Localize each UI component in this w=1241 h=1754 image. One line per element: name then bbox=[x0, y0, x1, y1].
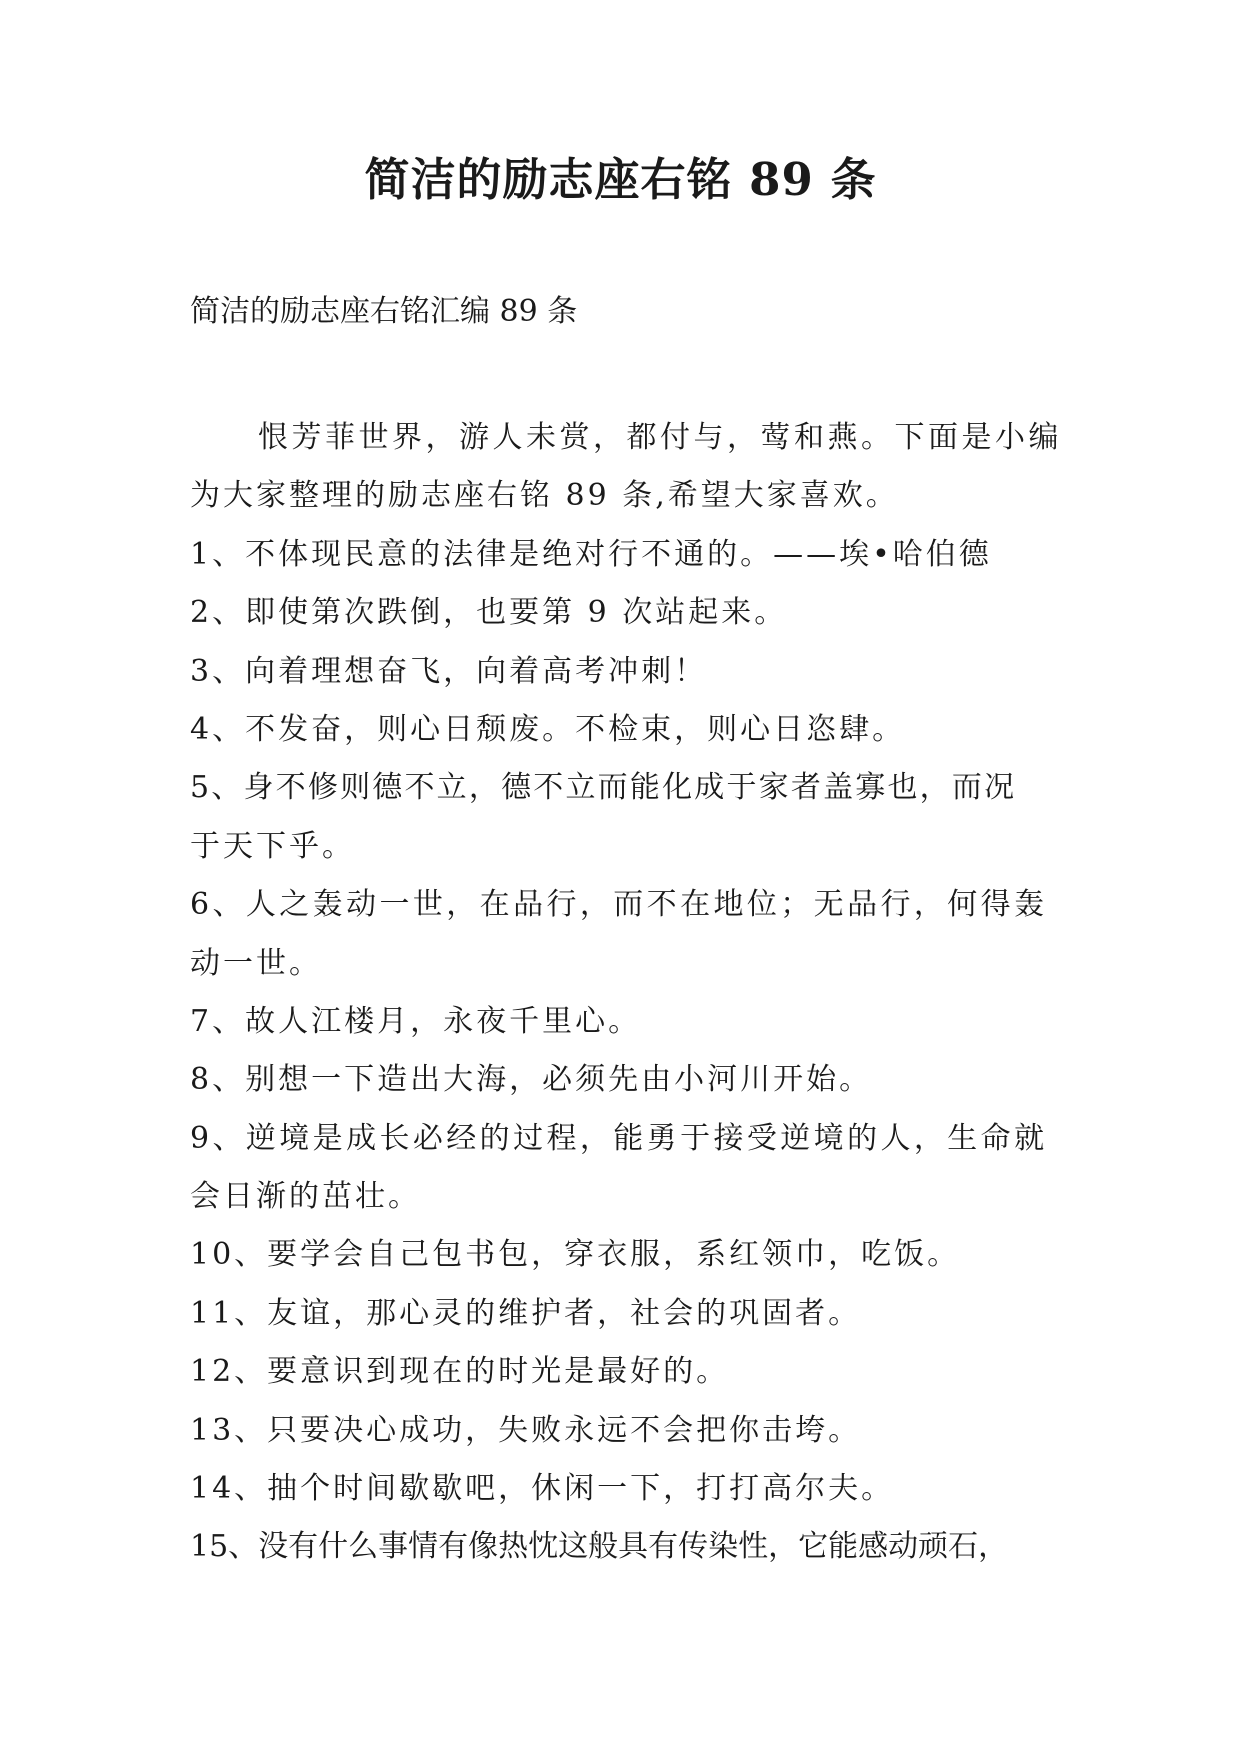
text-line: 1、不体现民意的法律是绝对行不通的。——埃•哈伯德 bbox=[190, 536, 992, 572]
text-line: 为大家整理的励志座右铭 89 条,希望大家喜欢。 bbox=[190, 478, 899, 514]
text-line: 5、身不修则德不立，德不立而能化成于家者盖寡也，而况 bbox=[190, 770, 1017, 806]
text-line: 11、友谊，那心灵的维护者，社会的巩固者。 bbox=[190, 1295, 862, 1331]
text-line: 7、故人江楼月，永夜千里心。 bbox=[190, 1003, 642, 1039]
text-line: 6、人之轰动一世，在品行，而不在地位；无品行，何得轰 bbox=[190, 887, 1048, 923]
text-line: 10、要学会自己包书包，穿衣服，系红领巾，吃饭。 bbox=[190, 1237, 961, 1273]
text-line: 2、即使第次跌倒，也要第 9 次站起来。 bbox=[190, 595, 788, 631]
text-line: 12、要意识到现在的时光是最好的。 bbox=[190, 1354, 730, 1390]
text-line: 14、抽个时间歇歇吧，休闲一下，打打高尔夫。 bbox=[190, 1471, 895, 1507]
text-line: 3、向着理想奋飞，向着高考冲刺！ bbox=[190, 653, 708, 689]
text-line: 4、不发奋，则心日颓废。不检束，则心日恣肆。 bbox=[190, 711, 906, 747]
text-line: 动一世。 bbox=[190, 945, 322, 981]
text-line: 13、只要决心成功，失败永远不会把你击垮。 bbox=[190, 1412, 862, 1448]
text-line: 8、别想一下造出大海，必须先由小河川开始。 bbox=[190, 1062, 873, 1098]
text-line: 会日渐的茁壮。 bbox=[190, 1179, 421, 1215]
text-line: 9、逆境是成长必经的过程，能勇于接受逆境的人，生命就 bbox=[190, 1120, 1048, 1156]
text-line: 恨芳菲世界，游人未赏，都付与，莺和燕。下面是小编 bbox=[258, 420, 1062, 455]
document-body bbox=[190, 409, 1062, 1577]
document-subtitle: 简洁的励志座右铭汇编 89 条 bbox=[190, 294, 578, 329]
text-line: 15、没有什么事情有像热忱这般具有传染性，它能感动顽石， bbox=[190, 1529, 1009, 1565]
document-title: 简洁的励志座右铭 89 条 bbox=[364, 153, 877, 206]
text-line: 于天下乎。 bbox=[190, 828, 355, 864]
